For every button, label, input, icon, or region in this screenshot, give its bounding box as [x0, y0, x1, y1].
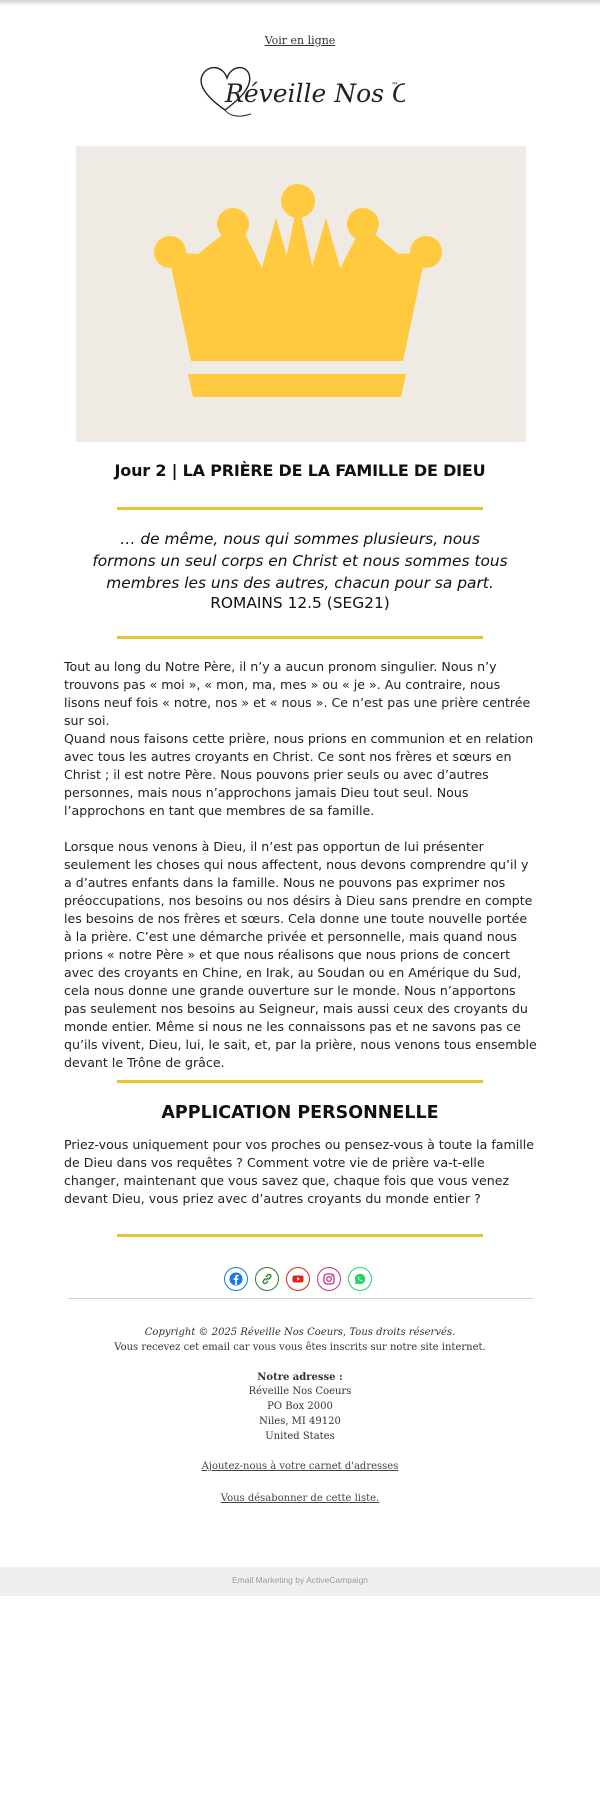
add-to-address-book-link[interactable]: Ajoutez-nous à votre carnet d'adresses [201, 1461, 399, 1472]
website-link-button[interactable] [255, 1267, 279, 1291]
accent-divider-3 [117, 1080, 483, 1083]
crown-image [76, 146, 526, 442]
facebook-button[interactable] [224, 1267, 248, 1291]
paragraph-1: Tout au long du Notre Père, il n’y a aucun pronom singulier. Nous n’y trouvons pas « moi », « mon, ma, mes » ou « je ». Au contraire, nous lisons neuf fois « notre, nos » et « nous ». Ce n’est pas une prière centrée sur soi. [64, 659, 531, 728]
unsubscribe-link[interactable]: Vous désabonner de cette liste. [220, 1493, 380, 1504]
powered-by-link[interactable]: Email Marketing by ActiveCampaign [231, 1575, 369, 1585]
crown-icon [76, 146, 526, 442]
logo-wordmark: Réveille Nos [225, 79, 385, 108]
crown-band [188, 374, 406, 397]
address-line: United States [265, 1431, 335, 1442]
instagram-icon [322, 1272, 336, 1286]
accent-divider-1 [117, 507, 483, 510]
accent-divider-2 [117, 636, 483, 639]
top-shadow-line [0, 0, 600, 6]
day-title: Jour 2 | LA PRIÈRE DE LA FAMILLE DE DIEU [114, 461, 486, 480]
address-line: Réveille Nos Coeurs [248, 1386, 352, 1397]
youtube-button[interactable] [286, 1267, 310, 1291]
view-online-link[interactable]: Voir en ligne [264, 34, 336, 47]
verse-reference: ROMAINS 12.5 (SEG21) [210, 594, 390, 612]
facebook-icon [229, 1272, 243, 1286]
footer-divider [68, 1298, 533, 1299]
brand-logo[interactable] [195, 58, 405, 124]
youtube-icon [291, 1272, 305, 1286]
powered-by-bar [0, 1567, 600, 1596]
subscription-reason: Vous recevez cet email car vous vous êtes inscrits sur notre site internet. [114, 1342, 486, 1353]
application-text: Priez-vous uniquement pour vos proches ou pensez-vous à toute la famille de Dieu dans vos requêtes ? Comment votre vie de prière va-t-elle changer, maintenant que vous savez que, chaque fois que vous venez devant Dieu, vous priez avec d’autres croyants du monde entier ? [64, 1137, 535, 1206]
link-icon [260, 1272, 274, 1286]
instagram-button[interactable] [317, 1267, 341, 1291]
logo-trademark: ™ [391, 81, 399, 90]
whatsapp-icon [353, 1272, 367, 1286]
whatsapp-button[interactable] [348, 1267, 372, 1291]
verse-text: … de même, nous qui sommes plusieurs, nous formons un seul corps en Christ et nous sommes tous membres les uns des autres, chacun pour sa part. [92, 530, 508, 592]
address-label: Notre adresse : [257, 1372, 343, 1383]
accent-divider-4 [117, 1234, 483, 1237]
social-links [224, 1267, 372, 1291]
address-line: PO Box 2000 [267, 1401, 333, 1412]
paragraph-3: Lorsque nous venons à Dieu, il n’est pas opportun de lui présenter seulement les choses qui nous affectent, nous devons comprendre qu’il y a d’autres enfants dans la famille. Nous ne pouvons pas exprimer nos préoccupations, nos besoins ou nos désirs à Dieu sans prendre en compte les besoins de nos frères et sœurs. Cela donne une toute nouvelle portée à la prière. C’est une démarche privée et personnelle, mais quand nous prions « notre Père » et que nous réalisons que nous prions de concert avec des croyants en Chine, en Irak, au Soudan ou en Amérique du Sud, cela nous donne une grande ouverture sur le monde. Nous n’apportons pas seulement nos besoins au Seigneur, mais aussi ceux des croyants du monde entier. Même si nous ne les connaissons pas et ne savons pas ce qu’ils vivent, Dieu, lui, le sait, et, par la prière, nous venons tous ensemble devant le Trône de grâce. [64, 839, 537, 1070]
paragraph-2: Quand nous faisons cette prière, nous prions en communion et en relation avec tous les autres croyants en Christ. Ce sont nos frères et sœurs en Christ ; il est notre Père. Nous pouvons prier seuls ou avec d’autres personnes, mais nous n’approchons jamais Dieu tout seul. Nous l’approchons en tant que membres de sa famille. [64, 731, 534, 818]
application-title: APPLICATION PERSONNELLE [161, 1103, 439, 1123]
copyright-text: Copyright © 2025 Réveille Nos Coeurs, Tous droits réservés. [144, 1327, 456, 1338]
address-line: Niles, MI 49120 [259, 1416, 341, 1427]
heart-logo-icon [195, 58, 405, 124]
